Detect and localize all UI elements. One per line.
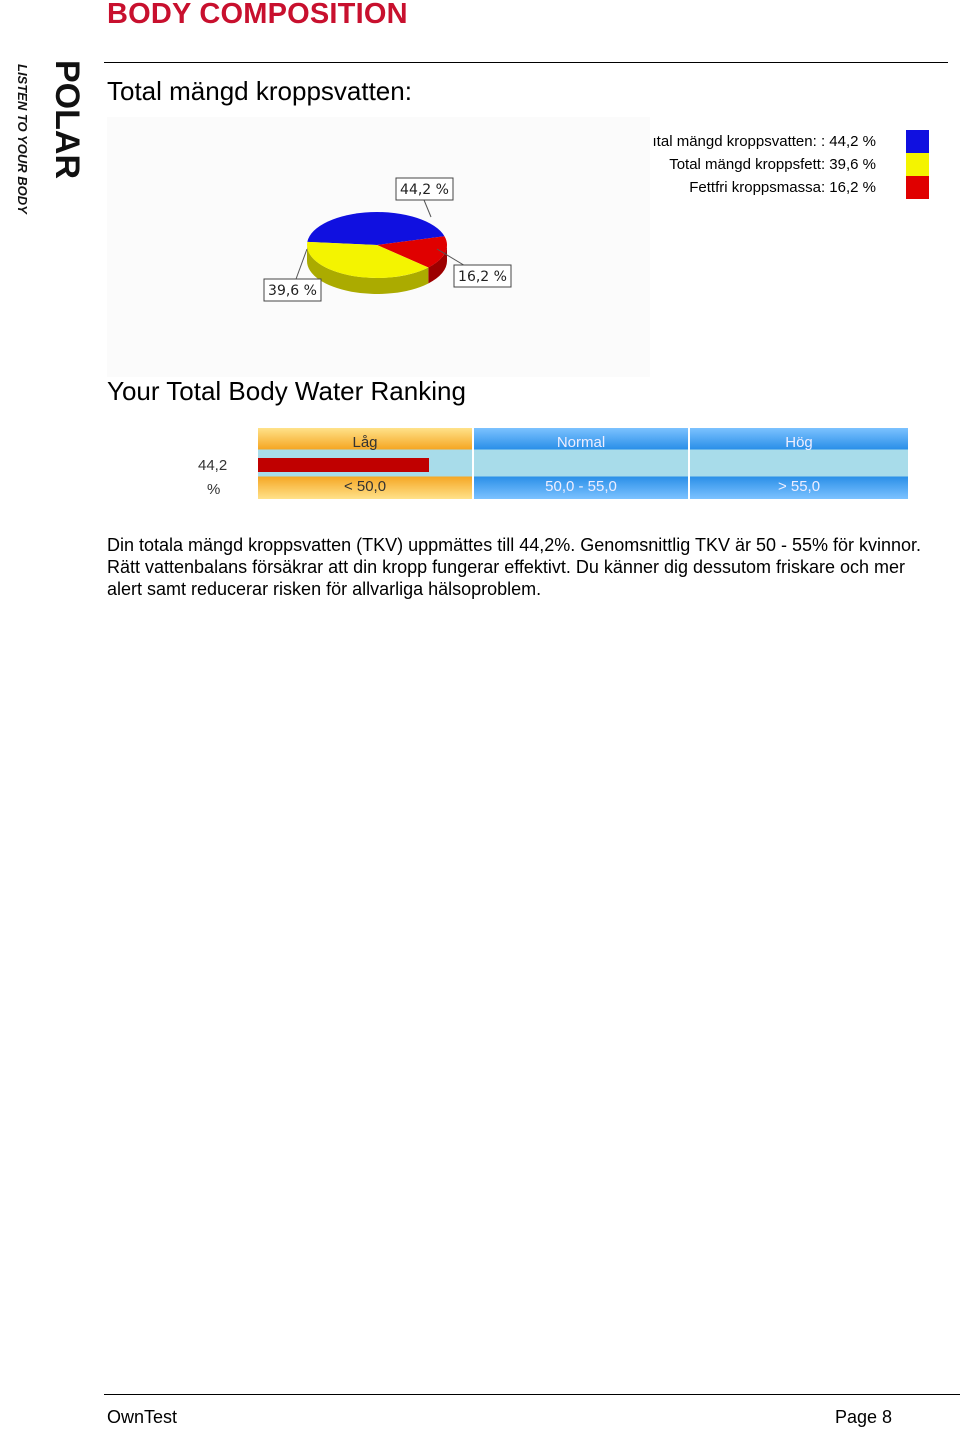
band-range: < 50,0 [343,478,387,495]
pie-chart [107,117,650,377]
pie-section-title: Total mängd kroppsvatten: [107,76,412,106]
legend-value: 16,2 % [829,179,876,196]
pie-3d-group [307,212,447,294]
logo-brand: POLAR [48,60,86,179]
band-label: Normal [556,434,606,451]
logo-tagline: LISTEN TO YOUR BODY [15,64,30,214]
band-label: Låg [352,434,378,451]
legend-value: 39,6 % [829,156,876,173]
band-normal [474,428,688,499]
legend-swatch-water [906,130,929,153]
footer-page-number: Page 8 [835,1407,893,1427]
legend-label: ıtal mängd kroppsvatten: : [652,133,826,150]
legend-value: 44,2 % [829,133,876,150]
legend-swatch-lean [906,176,929,199]
ranking-value-bar [258,458,429,472]
header-divider [104,62,948,63]
legend-entry-fat [669,156,876,173]
ranking-chart [198,428,910,502]
pie-value-label: 39,6 % [268,283,317,299]
ranking-unit: % [207,481,221,498]
pie-leader-line [424,200,431,217]
legend-swatch-fat [906,153,929,176]
body-paragraph: Din totala mängd kroppsvatten (TKV) uppmättes till 44,2%. Genomsnittlig TKV är 50 - 55% för kvinnor. Rätt vattenbalans försäkrar att din kropp fungerar effektivt. Du känner dig dessutom friskare och mer alert samt reducerar risken för allvarliga hälsoproblem. [107,535,922,599]
legend-entry-lean [689,179,876,196]
polar-logo [8,58,86,233]
page-heading: BODY COMPOSITION [107,0,408,30]
legend-label: Total mängd kroppsfett: [669,156,826,173]
band-high [690,428,908,499]
ranking-value: 44,2 [198,457,228,474]
pie-value-label: 16,2 % [458,269,507,285]
footer-divider [104,1394,960,1395]
ranking-section-title: Your Total Body Water Ranking [107,376,466,406]
legend-entry-water [653,133,876,150]
pie-legend [640,128,940,208]
band-range: > 55,0 [777,478,821,495]
footer-document-name: OwnTest [107,1407,178,1427]
band-range: 50,0 - 55,0 [545,478,617,495]
legend-label: Fettfri kroppsmassa: [689,179,826,196]
pie-value-label: 44,2 % [400,182,449,198]
pie-chart-area [107,117,650,377]
band-label: Hög [785,434,813,451]
